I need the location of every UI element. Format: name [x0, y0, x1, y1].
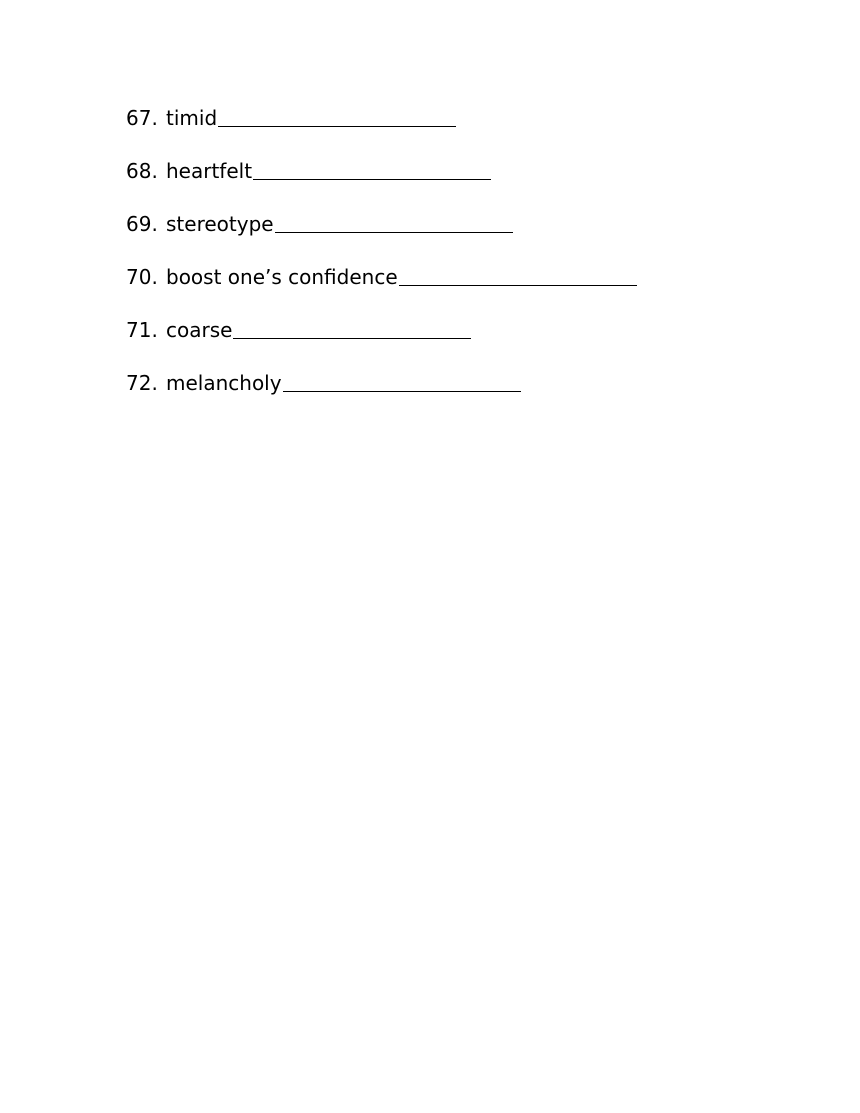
item-number: 70. — [126, 265, 158, 289]
item-term: coarse — [166, 318, 233, 342]
item-term: boost one’s confidence — [166, 265, 398, 289]
item-term: melancholy — [166, 371, 282, 395]
answer-blank[interactable] — [275, 210, 513, 233]
answer-blank[interactable] — [218, 104, 456, 127]
answer-blank[interactable] — [253, 157, 491, 180]
item-number: 68. — [126, 159, 158, 183]
item-term: heartfelt — [166, 159, 253, 183]
item-number: 69. — [126, 212, 158, 236]
list-item — [126, 157, 637, 210]
list-item — [126, 210, 637, 263]
vocabulary-list — [126, 104, 637, 422]
answer-blank[interactable] — [233, 316, 471, 339]
item-term: timid — [166, 106, 218, 130]
item-term: stereotype — [166, 212, 274, 236]
answer-blank[interactable] — [283, 369, 521, 392]
list-item — [126, 369, 637, 422]
list-item — [126, 316, 637, 369]
item-number: 71. — [126, 318, 158, 342]
list-item — [126, 104, 637, 157]
item-number: 72. — [126, 371, 158, 395]
answer-blank[interactable] — [399, 263, 637, 286]
list-item — [126, 263, 637, 316]
item-number: 67. — [126, 106, 158, 130]
